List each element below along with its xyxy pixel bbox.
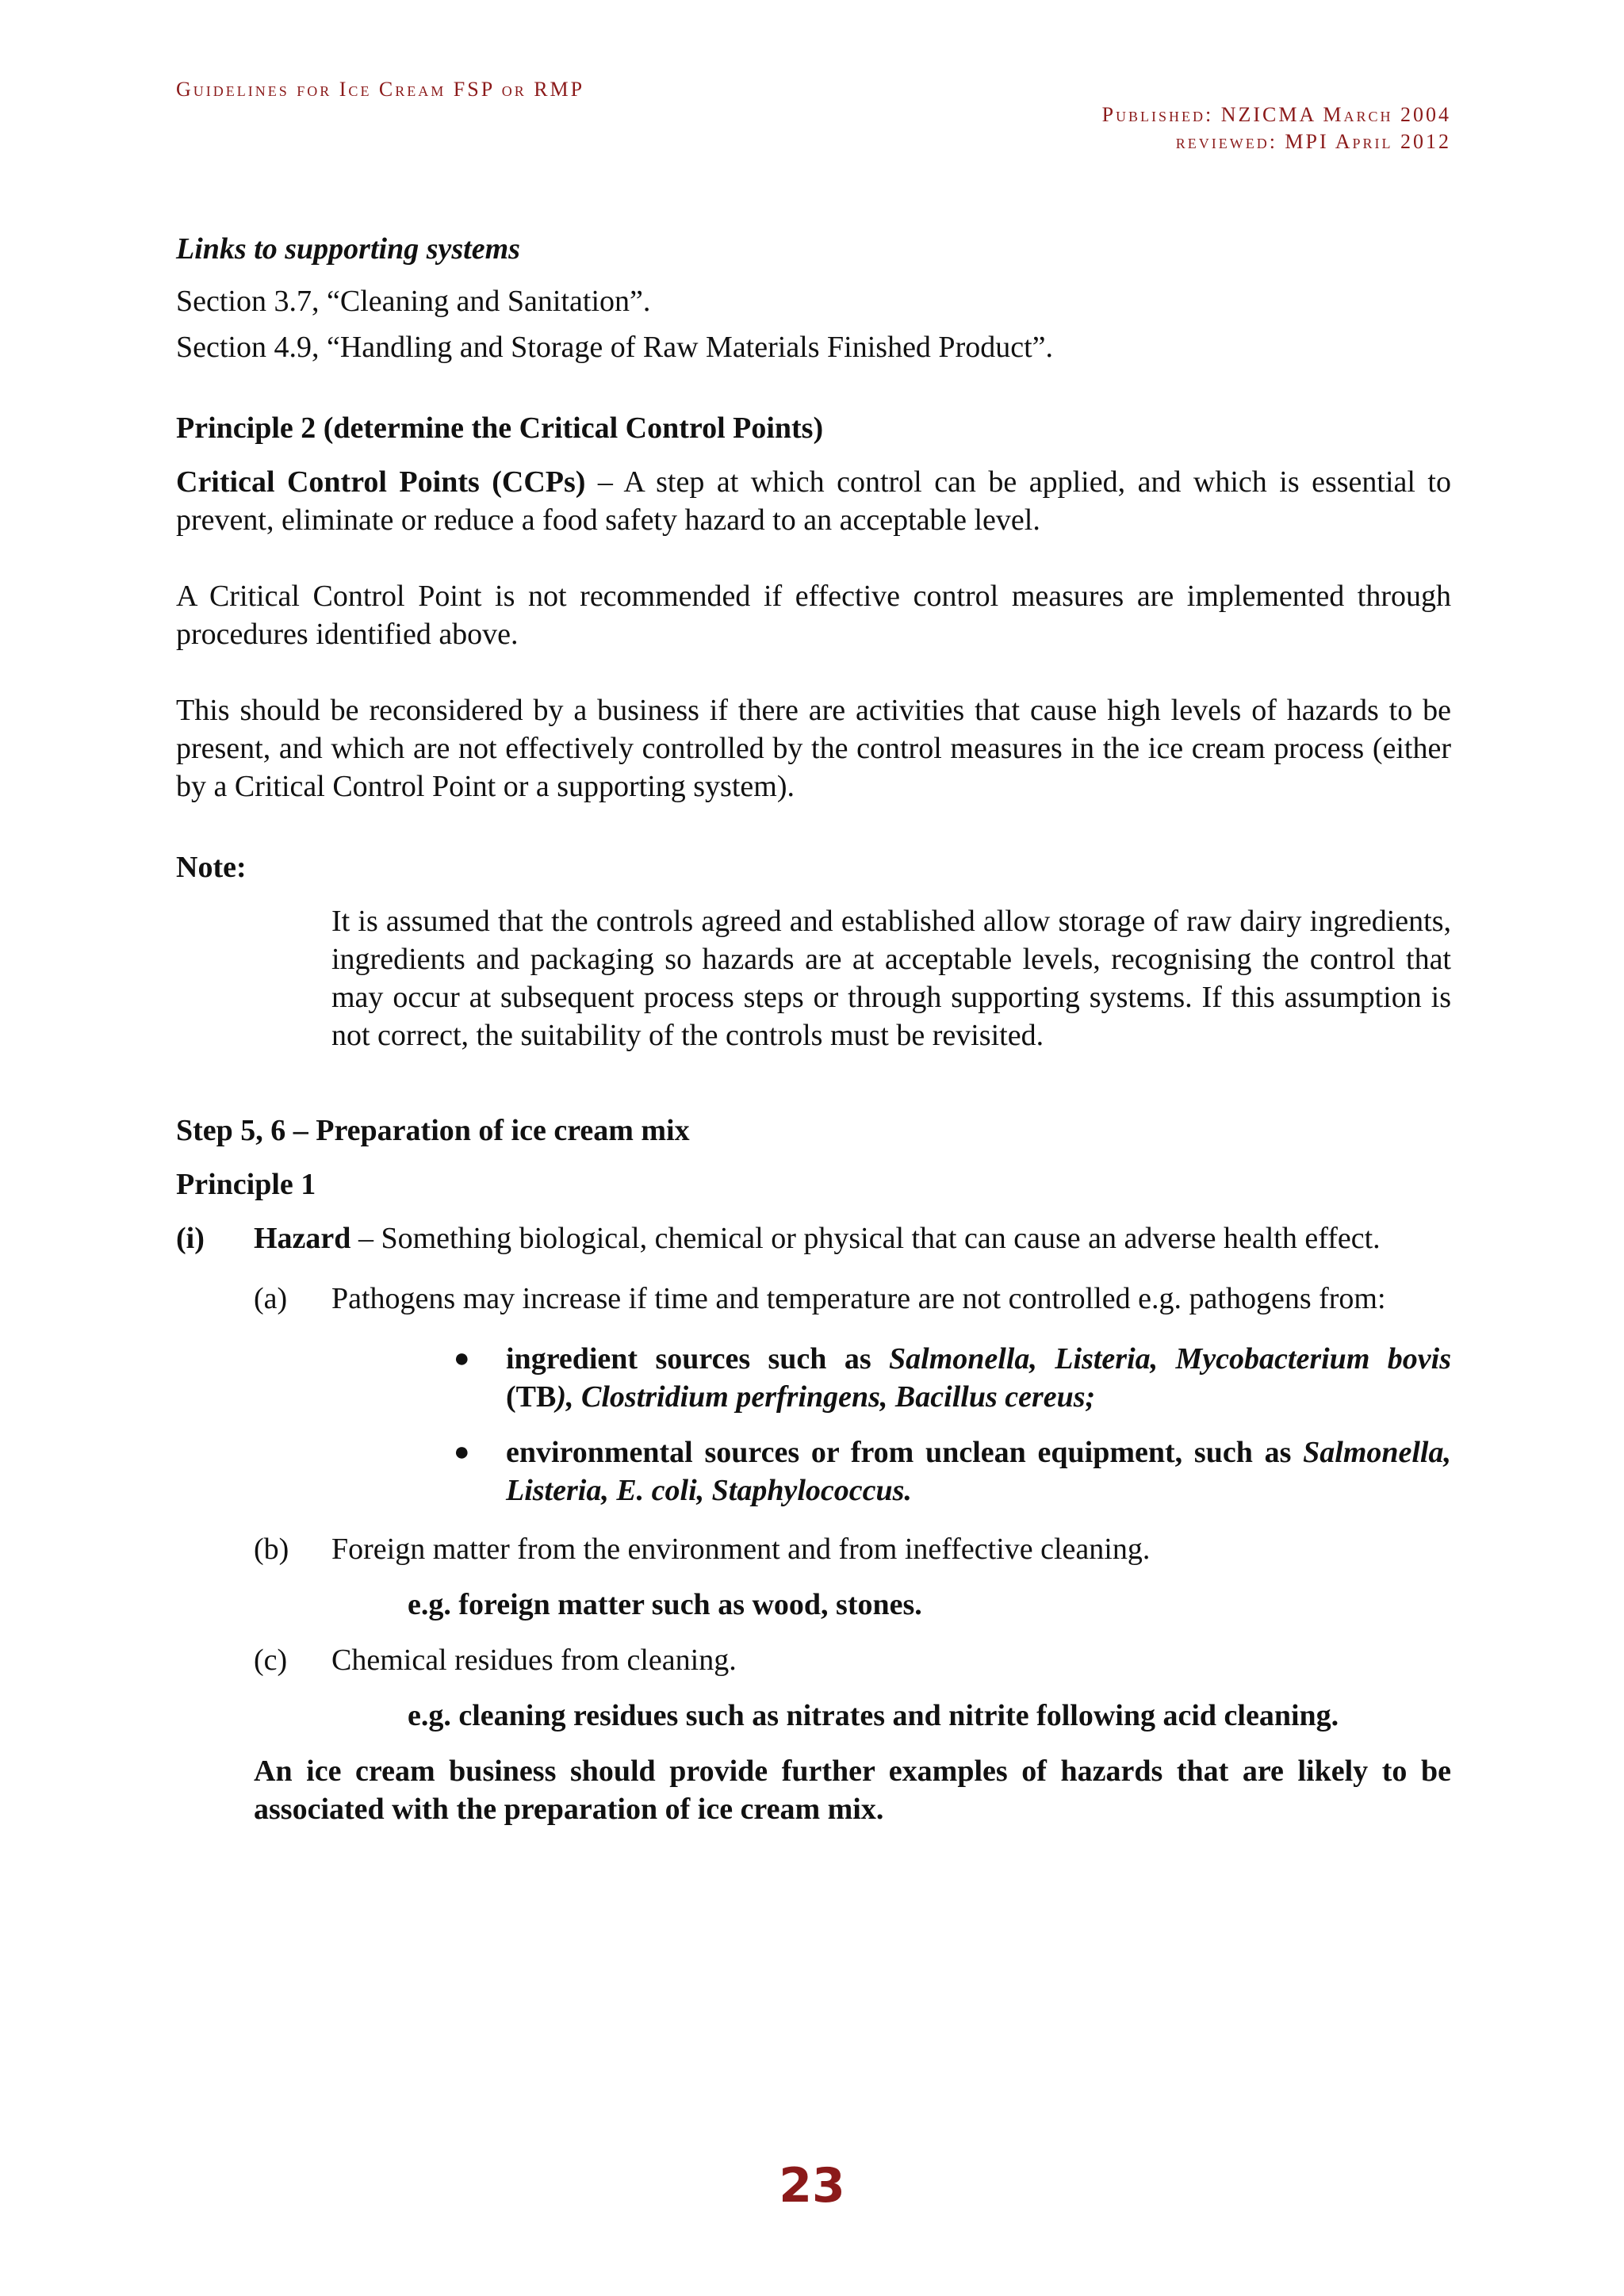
principle1-heading: Principle 1 <box>176 1168 316 1201</box>
item-c-text: Chemical residues from cleaning. <box>331 1644 737 1677</box>
principle2-heading: Principle 2 (determine the Critical Control Points) <box>176 411 824 445</box>
bullet1-organisms: Salmonella, Listeria, Mycobacterium bovis <box>889 1342 1451 1376</box>
header-reviewed: reviewed: MPI April 2012 <box>1175 130 1451 153</box>
item-a-text: Pathogens may increase if time and temperature are not controlled e.g. pathogens from: <box>331 1282 1386 1315</box>
closing-paragraph: An ice cream business should provide further examples of hazards that are likely to be associated with the preparation of ice cream mix. <box>254 1755 1451 1826</box>
bullet-icon: ● <box>454 1344 470 1373</box>
hazard-item-c <box>254 1641 1451 1679</box>
item-c-label: (c) <box>254 1644 288 1677</box>
item-b-label: (b) <box>254 1533 289 1566</box>
bullet1-text-a: ingredient sources such as <box>506 1342 890 1376</box>
pathogen-bullets <box>454 1340 1451 1510</box>
hazard-item-b <box>254 1530 1451 1568</box>
hazard-def-text: – Something biological, chemical or physical that can cause an adverse health effect. <box>350 1222 1381 1255</box>
page-body <box>176 230 1451 1828</box>
hazard-definition <box>176 1219 1451 1257</box>
bullet1-text-c: (TB <box>506 1380 557 1414</box>
ccp-definition <box>176 463 1451 539</box>
hazard-term: Hazard <box>254 1222 351 1255</box>
step-heading: Step 5, 6 – Preparation of ice cream mix <box>176 1114 690 1147</box>
item-c-example: e.g. cleaning residues such as nitrates and nitrite following acid cleaning. <box>408 1699 1339 1732</box>
bullet-environmental-sources <box>454 1433 1451 1510</box>
bullet-ingredient-sources <box>454 1340 1451 1416</box>
ccp-def-text: – A step at which control can be applied, and which is essential to prevent, eliminate or reduce a food safety hazard to an acceptable level. <box>176 465 1451 537</box>
links-heading: Links to supporting systems <box>176 232 520 266</box>
item-b-example: e.g. foreign matter such as wood, stones. <box>408 1588 922 1621</box>
hazard-item-a <box>254 1280 1451 1318</box>
bullet2-organisms: Salmonella, Listeria, E. coli, Staphylococcus. <box>506 1436 1451 1507</box>
item-a-label: (a) <box>254 1282 288 1315</box>
bullet1-organisms-2: ), Clostridium perfringens, Bacillus cereus; <box>556 1380 1096 1414</box>
note-label: Note: <box>176 851 247 884</box>
item-b-text: Foreign matter from the environment and from ineffective cleaning. <box>331 1533 1151 1566</box>
hazard-number: (i) <box>176 1222 205 1255</box>
links-line-1: Section 3.7, “Cleaning and Sanitation”. <box>176 285 651 318</box>
ccp-paragraph-1: A Critical Control Point is not recommended if effective control measures are implemented through procedures identified above. <box>176 580 1451 651</box>
bullet2-text-a: environmental sources or from unclean equipment, such as <box>506 1436 1304 1469</box>
page-number: 23 <box>779 2158 845 2214</box>
bullet-icon: ● <box>454 1437 470 1467</box>
ccp-paragraph-2: This should be reconsidered by a business if there are activities that cause high levels of hazards to be present, and which are not effectively controlled by the control measures in the ice cream process (either by a Critical Control Point or a supporting system). <box>176 694 1451 803</box>
note-text: It is assumed that the controls agreed and established allow storage of raw dairy ingredients, ingredients and packaging so hazards are at acceptable levels, recognising the control that may occur at subsequent process steps or through supporting systems. If this assumption is not correct, the suitability of the controls must be revisited. <box>331 905 1451 1052</box>
header-title: Guidelines for Ice Cream FSP or RMP <box>176 78 585 101</box>
ccp-term: Critical Control Points (CCPs) <box>176 465 586 499</box>
links-line-2: Section 4.9, “Handling and Storage of Raw Materials Finished Product”. <box>176 331 1054 364</box>
header-published: Published: NZICMA March 2004 <box>1101 103 1451 126</box>
